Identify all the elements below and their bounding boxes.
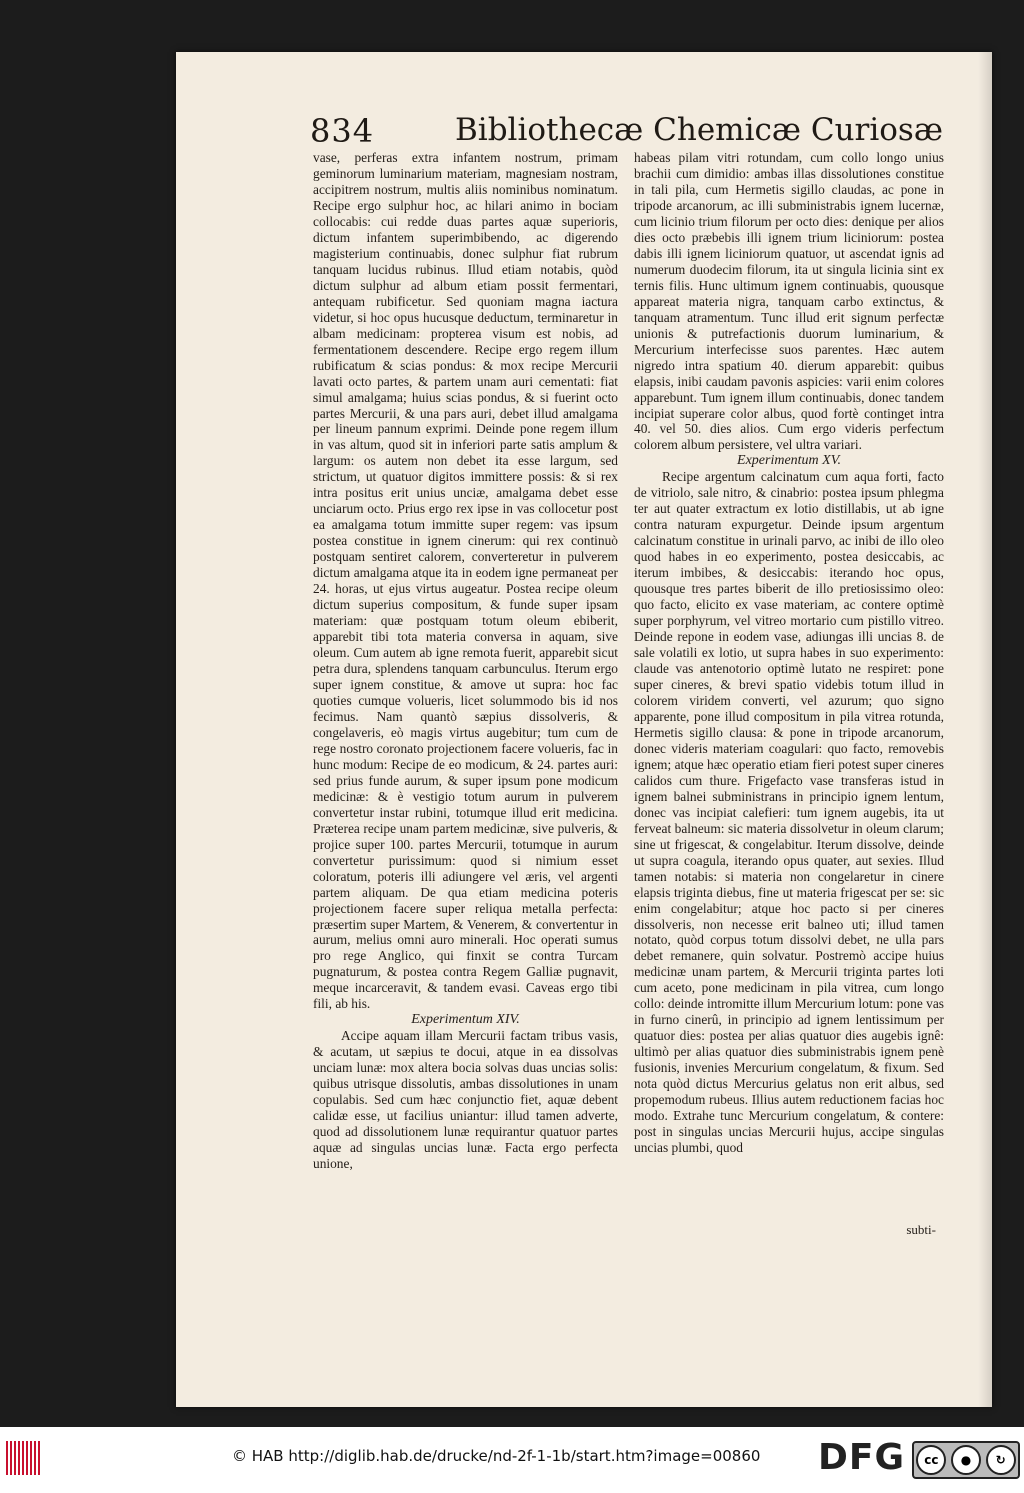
- copyright-link[interactable]: © HAB http://diglib.hab.de/drucke/nd-2f-1-1b/start.htm?image=00860: [232, 1447, 761, 1465]
- left-paragraph-1: vase, perferas extra infantem nostrum, primam geminorum luminarium materiam, magnesiam nostram, accipitrem nostrum, multis aliis nominibus nominatum. Recipe ergo sulphur hoc, ac hilari animo in bociam collocabis: cui redde duas partes aquæ superioris, dictum infantem superimbibendo, ac digerendo magisterium continuabis, donec sulphur fiat rubrum tanquam lucidus rubinus. Illud etiam notabis, quòd dictum sulphur ad album etiam possit fermentari, antequam rubificetur. Sed quoniam magna iactura videtur, si hoc opus hucusque deductum, terminaretur in albam medicinam: propterea visum est nobis, ad fermentationem descendere. Recipe ergo regem illum rubificatum & scias pondus: & mox recipe Mercurii lavati octo partes, & partem unam auri cementati: fiat simul amalgama; huius scias pondus, & si fuerint octo partes Mercurii, & una pars auri, debet illud amalgama per lineum pannum exprimi. Deinde pone regem illum in vas altum, quod sit in inferiori parte satis amplum & largum: os autem non debet ita esse largum, sed strictum, ut quatuor digitos immittere possis: & si rex intra positus erit unius unciæ, amalgama debet esse unciarum octo. Prius ergo rex ipse in vas collocetur post ea amalgama totum immitte super regem: vas ipsum postea constitue in ignem cinerum: qui rex continuò postquam sentiret calorem, converteretur in pulverem dictum amalgama atque ita in eodem igne permaneat per 24. horas, ut ejus virtus augeatur. Postea recipe oleum dictum superius compositum, & funde super ipsam materiam: quæ postquam totum oleum ebiberit, apparebit tibi tota materia conversa in aquam, sive oleum. Cum autem ab igne remota fuerit, apparebit sicut petra dura, splendens tanquam carbunculus. Iterum ergo super ignem constitue, & amove ut supra: hoc fac quoties cumque volueris, licet solummodo bis id nos fecimus. Nam quantò sæpius dissolveris, & congelaveris, eò magis virtus augebitur; tum cum de rege nostro coronato projectionem facere volueris, fac in hunc modum: Recipe de eo modicum, & 24. partes auri: sed prius funde aurum, & super ipsum pone modicum medicinæ: & è vestigio totum aurum in pulverem convertetur instar rubini, totumque illud erit medicina. Præterea recipe unam partem medicinæ, sive pulveris, & projice super 100. partes Mercurii, totumque in aurum convertetur purissimum: quod si nimium esset coloratum, poteris illi adiungere vel æris, vel argenti partem aliquam. De qua etiam medicina poteris projectionem facere super reliqua metalla perfecta: præsertim super Martem, & Venerem, & convertentur in aurum, melius omni auro minerali. Hoc operati sumus pro rege Anglico, qui finxit se contra Turcam pugnaturum, & postea contra Regem Galliæ pugnavit, meque incarceravit, & tandem evasi. Caveas ergo tibi fili, ab his.: [313, 150, 618, 1012]
- right-paragraph-1: habeas pilam vitri rotundam, cum collo longo unius brachii cum dimidio: ambas illas dissolutiones constitue in tali pila, cum Hermetis sigillo claudas, ac pone in tripode arcanorum, ac illi subministrabis ignem lucernæ, cum licinio trium filorum per octo dies: denique per alios dies octo præbebis illi ignem trium liciniorum: postea dabis illi ignem liciniorum quatuor, ut ascendat ignis ad numerum duodecim filorum, ita ut singula licinia sint ex ternis filis. Hunc ultimum ignem continuabis, quousque appareat materia nigra, tanquam carbo extinctus, & tanquam atramentum. Tunc illud erit signum perfectæ unionis & putrefactionis duorum luminarium, & Mercurium interfecisse suos parentes. Hæc autem nigredo intra spatium 40. dierum apparebit: quibus elapsis, inibi caudam pavonis aspicies: varii enim colores apparebunt. Tum ignem illum continuabis, donec tandem incipiat superare color albus, quod fortè continget intra 40. vel 50. dies alios. Cum ergo videris perfectum colorem album persistere, vel ultra variari.: [634, 150, 944, 453]
- viewer-footer: [0, 1427, 1024, 1493]
- dfg-logo[interactable]: DFG: [818, 1437, 906, 1478]
- right-column: [634, 150, 944, 1156]
- running-head: Bibliothecæ Chemicæ Curiosæ: [455, 112, 943, 148]
- attribution-icon: ●: [951, 1445, 981, 1475]
- left-section-heading: Experimentum XIV.: [411, 1012, 520, 1028]
- left-column: [313, 150, 618, 1172]
- left-paragraph-2: Accipe aquam illam Mercurii factam tribus vasis, & acutam, ut sæpius te docui, atque in ea dissolvas unciam lunæ: mox altera bocia solvas duas uncias solis: quibus utrisque dissolutis, ambas dissolutiones in unam copulabis. Sed cum hæc conjunctio fiet, aquæ debent calidæ esse, ut facilius uniantur: illud tamen adverte, quod ad dissolutionem lunæ requirantur quatuor partes aquæ ad singulas uncias lunæ. Facta ergo perfecta unione,: [313, 1028, 618, 1172]
- catchword: subti-: [906, 1222, 936, 1237]
- library-logo-icon: [6, 1441, 40, 1475]
- page-number: 834: [310, 112, 375, 150]
- share-alike-icon: ↻: [986, 1445, 1016, 1475]
- creative-commons-license-icon[interactable]: [912, 1441, 1020, 1479]
- right-paragraph-2: Recipe argentum calcinatum cum aqua forti, facto de vitriolo, sale nitro, & cinabrio: postea ipsum phlegma ter aut quater extractum ex lotio distillabis, ut ab igne contra naturam expurgetur. Deinde ipsum argentum calcinatum constitue in urinali parvo, ac inibi de illo oleo quod habes in eo experimento, postea desiccabis, ac iterum imbibes, & desiccabis: iterando hoc opus, quousque tres partes biberit de illo pretiosissimo oleo: quo facto, elicito ex vase materiam, ac contere optimè super porphyrum, vel vitreo mortario cum pistillo vitreo. Deinde repone in eodem vase, adiungas illi uncias 8. de sale volatili ex lotio, ut supra habes in suo experimento: claude vas antenotorio optimè lutato ne respiret: pone super cineres, & brevi spatio videbis totum illud in colorem viridem converti, vel azurum; quo signo apparente, pone illud compositum in pila vitrea rotunda, Hermetis sigillo clausa: & pone in tripode arcanorum, donec videris materiam coagulari: quo facto, removebis ignem; atque hæc operatio etiam fieri potest super cineres calidos cum thure. Frigefacto vase transferas istud in ignem balnei subministrans in principio ignem lentum, donec vas incipiat calefieri: tum ignem augebis, ita ut ferveat balneum: sic materia dissolvetur in oleum clarum; sine ut frigescat, & congelabitur. Iterum dissolve, deinde ut supra coagula, iterando opus quater, aut sexies. Illud tamen notabis: si materia non congelaretur in cinere elapsis triginta diebus, fine ut materia frigescat per se: sic enim congelabitur; atque hoc pacto si per cineres dissolveris, non necesse erit balneo uti; illud tamen notato, quòd corpus totum dissolvi debet, ne ulla pars debet remanere, quin solvatur. Postremò accipe huius medicinæ unam partem, & Mercurii triginta partes loti cum aceto, pone medicinam in pila vitrea, cum longo collo: deinde intromitte illum Mercurium lotum: pone vas in furno cinerû, in principio ad ignem lentissimum per quatuor dies: postea per alias quatuor dies augebis ignê: ultimò per alias quatuor dies subministrabis ignem penè fusionis, invenies Mercurium congelatum, & fixum. Sed nota quòd dictus Mercurius gelatus non erit albus, sed propemodum rubeus. Illius autem reductionem facias hoc modo. Extrahe tunc Mercurium congelatum, & contere: post in singulas uncias Mercurii hujus, accipe singulas uncias plumbi, quod: [634, 469, 944, 1156]
- book-page: [176, 52, 992, 1407]
- right-section-heading: Experimentum XV.: [737, 453, 841, 469]
- cc-icon: cc: [916, 1445, 946, 1475]
